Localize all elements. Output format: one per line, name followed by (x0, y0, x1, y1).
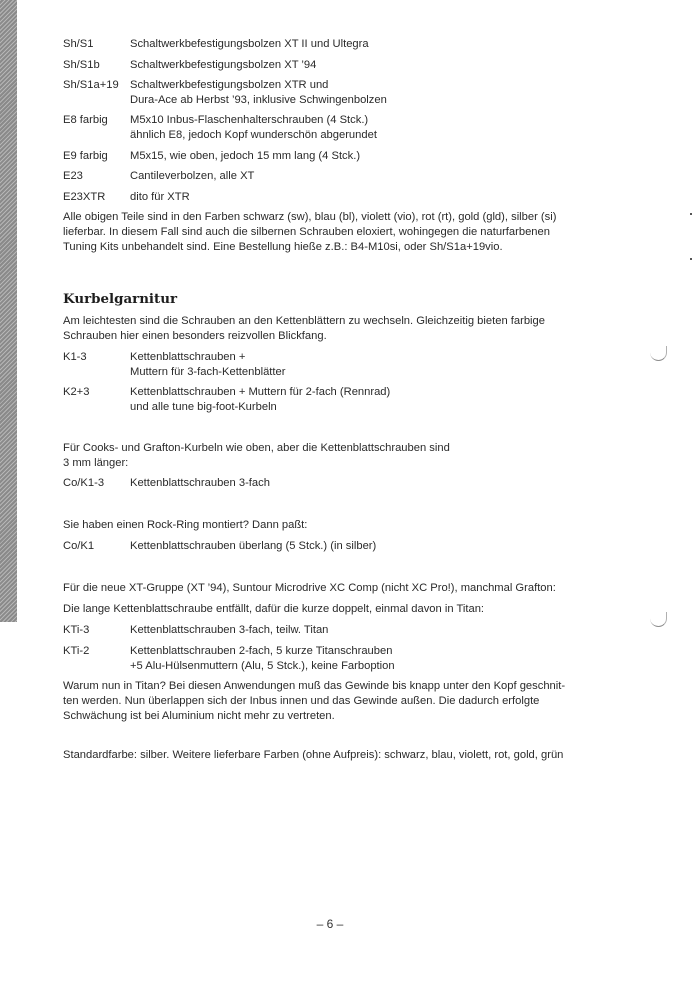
cooks-grafton-paragraph: Für Cooks- und Grafton-Kurbeln wie oben, aber die Kettenblattschrauben sind 3 mm länger: (63, 442, 450, 469)
punch-hole-lower (650, 612, 667, 627)
scan-edge-mark (690, 213, 692, 215)
part-description: Kettenblattschrauben 3-fach (130, 477, 270, 489)
scanned-binding-strip (0, 0, 17, 622)
kurbel-intro-paragraph: Am leichtesten sind die Schrauben an den Kettenblättern zu wechseln. Gleichzeitig bieten farbige Schrauben hier einen besonders reizvollen Blickfang. (63, 315, 545, 342)
xt-group-line: Für die neue XT-Gruppe (XT ’94), Suntour Microdrive XC Comp (nicht XC Pro!), manchmal Grafton: (63, 582, 556, 594)
part-code: Co/K1 (63, 540, 95, 552)
part-code: Sh/S1a+19 (63, 79, 119, 91)
colors-paragraph: Alle obigen Teile sind in den Farben schwarz (sw), blau (bl), violett (vio), rot (rt), gold (gld), silber (si) lieferbar. In diesem Fall sind auch die silbernen Schrauben eloxiert, wohingegen die naturfarbenen Tuning Kits unbehandelt sind. Eine Bestellung hieße z.B.: B4-M10si, oder Sh/S1a+19vio. (63, 211, 557, 253)
part-description: Schaltwerkbefestigungsbolzen XT ’94 (130, 59, 317, 71)
part-description: Kettenblattschrauben überlang (5 Stck.) (in silber) (130, 540, 377, 552)
part-code: KTi-3 (63, 624, 90, 636)
standard-color-line: Standardfarbe: silber. Weitere lieferbare Farben (ohne Aufpreis): schwarz, blau, violett, rot, gold, grün (63, 749, 564, 761)
part-code: E8 farbig (63, 114, 108, 126)
part-code: E23XTR (63, 191, 106, 203)
part-code: K2+3 (63, 386, 90, 398)
part-description: Schaltwerkbefestigungsbolzen XTR und Dura-Ace ab Herbst ’93, inklusive Schwingenbolzen (130, 79, 387, 106)
part-description: M5x15, wie oben, jedoch 15 mm lang (4 Stck.) (130, 150, 361, 162)
part-code: E23 (63, 170, 83, 182)
part-description: Kettenblattschrauben + Muttern für 2-fach (Rennrad) und alle tune big-foot-Kurbeln (130, 386, 391, 413)
titan-paragraph: Warum nun in Titan? Bei diesen Anwendungen muß das Gewinde bis knapp unter den Kopf geschnit- ten werden. Nun überlappen sich der Inbus innen und das Gewinde außen. Die dadurch erfolgte Schwächung ist bei Aluminium nicht mehr zu vertreten. (63, 680, 566, 722)
part-code: E9 farbig (63, 150, 108, 162)
section-heading-kurbelgarnitur: Kurbelgarnitur (63, 291, 177, 307)
page-number: – 6 – (316, 917, 344, 931)
part-description: M5x10 Inbus-Flaschenhalterschrauben (4 Stck.) ähnlich E8, jedoch Kopf wunderschön abgerundet (130, 114, 377, 141)
punch-hole-upper (650, 346, 667, 361)
part-code: Sh/S1 (63, 38, 94, 50)
long-screw-line: Die lange Kettenblattschraube entfällt, dafür die kurze doppelt, einmal davon in Titan: (63, 603, 485, 615)
part-description: Cantileverbolzen, alle XT (130, 170, 255, 182)
part-description: Kettenblattschrauben 2-fach, 5 kurze Titanschrauben +5 Alu-Hülsenmuttern (Alu, 5 Stck.), keine Farboption (130, 645, 395, 672)
scan-edge-mark (690, 258, 692, 260)
part-description: Kettenblattschrauben 3-fach, teilw. Titan (130, 624, 329, 636)
part-code: KTi-2 (63, 645, 90, 657)
part-code: Co/K1-3 (63, 477, 105, 489)
rock-ring-question: Sie haben einen Rock-Ring montiert? Dann paßt: (63, 519, 308, 531)
part-description: Schaltwerkbefestigungsbolzen XT II und Ultegra (130, 38, 369, 50)
part-code: K1-3 (63, 351, 87, 363)
part-description: Kettenblattschrauben + Muttern für 3-fach-Kettenblätter (130, 351, 286, 378)
part-code: Sh/S1b (63, 59, 100, 71)
part-description: dito für XTR (130, 191, 190, 203)
